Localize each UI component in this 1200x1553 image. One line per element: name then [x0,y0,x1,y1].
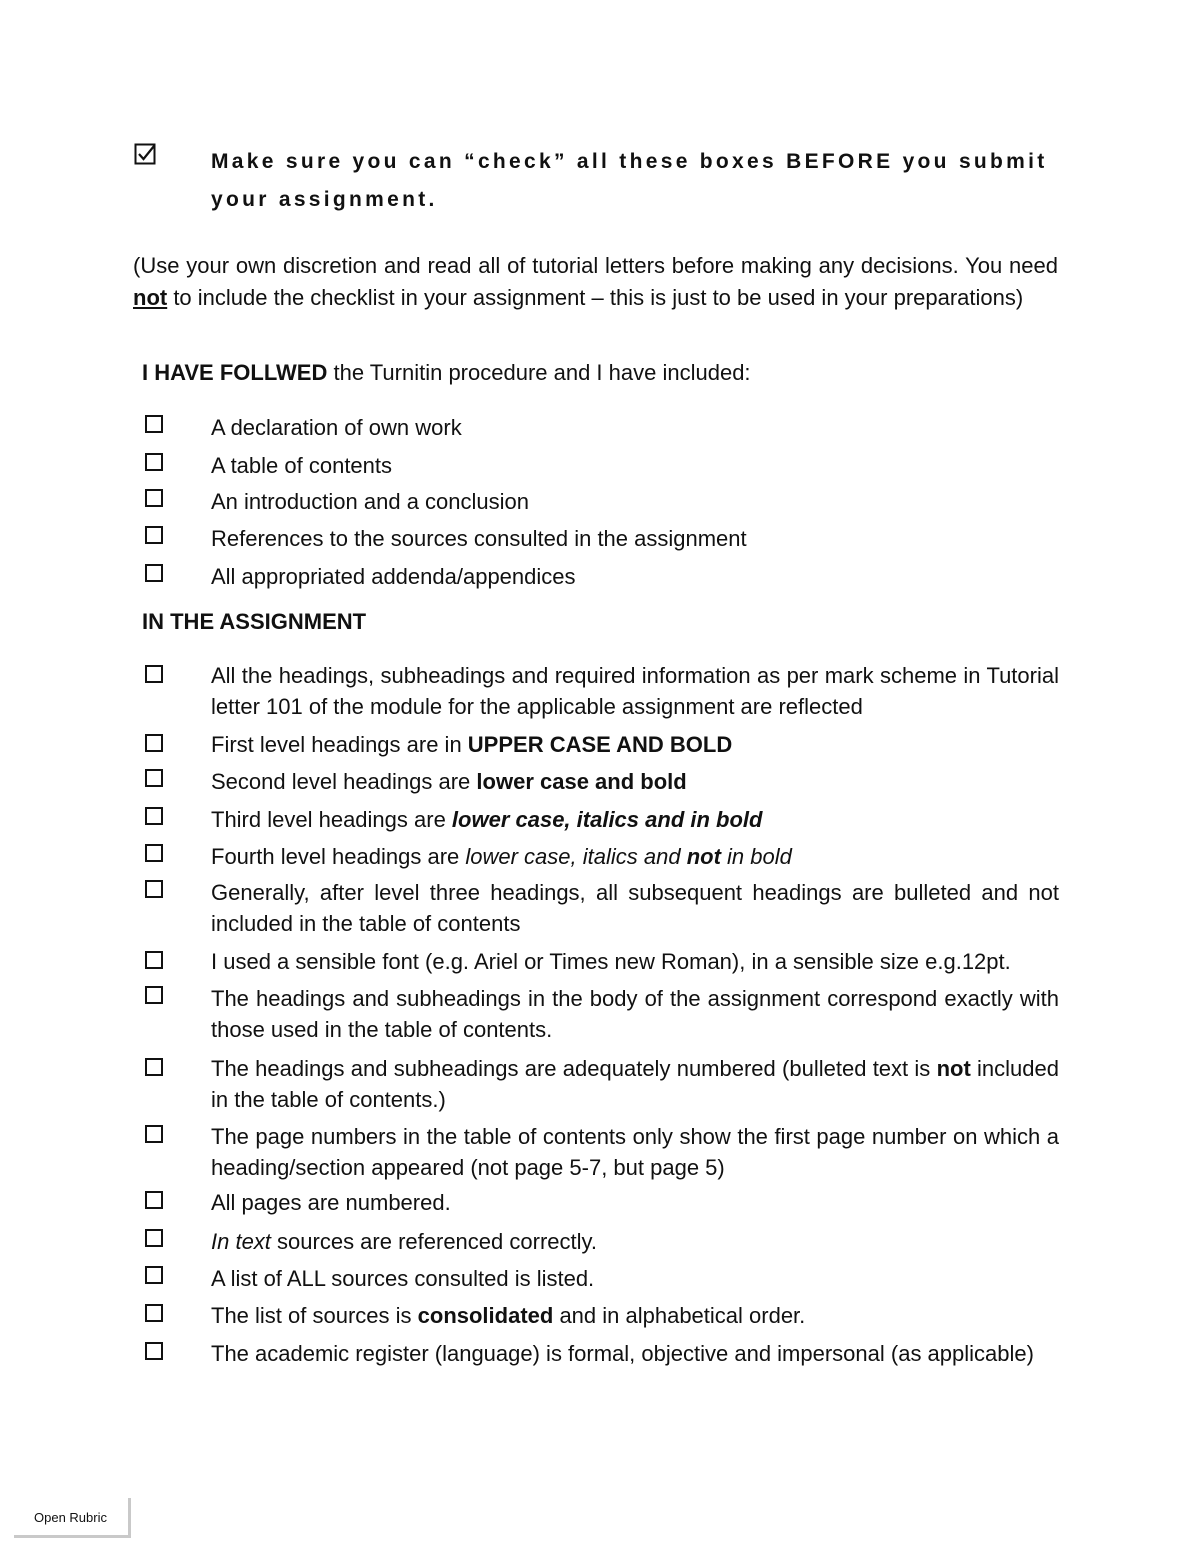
checklist-item-text: I used a sensible font (e.g. Ariel or Times new Roman), in a sensible size e.g.12pt. [211,949,1011,974]
checklist-title [211,143,1061,219]
checklist-item-text: References to the sources consulted in the assignment [211,526,747,551]
checklist-title-line1: Make sure you can “check” all these boxes BEFORE you submit [211,150,1048,173]
checklist-item-text: A table of contents [211,453,393,478]
checkbox[interactable] [145,1342,163,1360]
text-segment: included in the table of contents.) [211,1056,1059,1112]
text-italic: in bold [720,844,792,869]
text-bold: consolidated [417,1303,554,1328]
text-bold: UPPER CASE AND BOLD [467,732,733,757]
checkbox[interactable] [145,665,163,683]
checklist-item-text [211,729,1059,760]
checklist-item-text: The headings and subheadings in the body of the assignment correspond exactly with those used in the table of contents. [211,986,1059,1042]
turnitin-lead [142,360,751,386]
checklist-item-text: The page numbers in the table of contents only show the first page number on which a heading/section appeared (not page 5-7, but page 5) [211,1124,1059,1180]
checklist-item-text: Generally, after level three headings, all subsequent headings are bulleted and not included in the table of contents [211,880,1059,936]
checkbox[interactable] [145,769,163,787]
checkbox[interactable] [145,1304,163,1322]
checkbox[interactable] [145,453,163,471]
text-italic: In text [211,1229,271,1254]
checklist-item-text [211,841,1059,872]
checklist-item-text: A list of ALL sources consulted is listed. [211,1266,595,1291]
turnitin-lead-rest: the Turnitin procedure and I have included: [327,360,751,385]
text-segment: Third level headings are [211,807,452,832]
text-segment: Fourth level headings are [211,844,466,869]
intro-text-1: (Use your own discretion and read all of tutorial letters before making any decisions. You need [133,253,1058,278]
intro-text-2: to include the checklist in your assignment – this is just to be used in your preparations) [167,284,1024,310]
checkbox[interactable] [145,489,163,507]
checklist-item-text [211,1053,1059,1115]
checklist-item-text [211,1226,1059,1257]
checkbox[interactable] [145,1266,163,1284]
intro-paragraph [133,250,1058,313]
checkbox[interactable] [145,526,163,544]
text-segment: Second level headings are [211,769,477,794]
checklist-item-text: The academic register (language) is formal, objective and impersonal (as applicable) [211,1341,1034,1366]
checklist-item-text: All the headings, subheadings and required information as per mark scheme in Tutorial letter 101 of the module for the applicable assignment are reflected [211,663,1059,719]
text-segment: The headings and subheadings are adequately numbered (bulleted text is [211,1056,937,1081]
checklist-item-text: All appropriated addenda/appendices [211,564,576,589]
text-segment: The list of sources is [211,1303,418,1328]
text-italic: lower case, italics and [465,844,687,869]
text-bold: not [936,1056,971,1081]
text-bold-italic: not [686,844,721,869]
turnitin-lead-bold: I HAVE FOLLWED [142,360,328,385]
checkbox[interactable] [145,1229,163,1247]
text-segment: First level headings are in [211,732,468,757]
checkbox[interactable] [145,415,163,433]
checklist-title-line2: your assignment. [211,188,438,211]
text-segment: sources are referenced correctly. [270,1229,597,1254]
open-rubric-button[interactable]: Open Rubric [14,1498,131,1538]
text-bold-italic: lower case, italics and in bold [451,807,763,832]
checklist-item-text: A declaration of own work [211,415,462,440]
checkbox[interactable] [145,1125,163,1143]
checklist-item-text [211,766,1059,797]
checkbox[interactable] [145,1191,163,1209]
text-segment: and in alphabetical order. [553,1303,806,1328]
checklist-item-text: An introduction and a conclusion [211,489,529,514]
checkbox[interactable] [145,734,163,752]
checkbox[interactable] [145,951,163,969]
checklist-item-text: All pages are numbered. [211,1190,451,1215]
intro-emphasis: not [133,284,168,310]
text-bold: lower case and bold [476,769,687,794]
checkbox[interactable] [145,880,163,898]
checkbox[interactable] [145,986,163,1004]
checkbox[interactable] [145,564,163,582]
checklist-item-text [211,1300,1059,1331]
checked-box-icon [134,143,156,165]
checklist-item-text [211,804,1059,835]
checkbox[interactable] [145,1058,163,1076]
section-heading: IN THE ASSIGNMENT [142,609,367,634]
checkbox[interactable] [145,844,163,862]
checkbox[interactable] [145,807,163,825]
